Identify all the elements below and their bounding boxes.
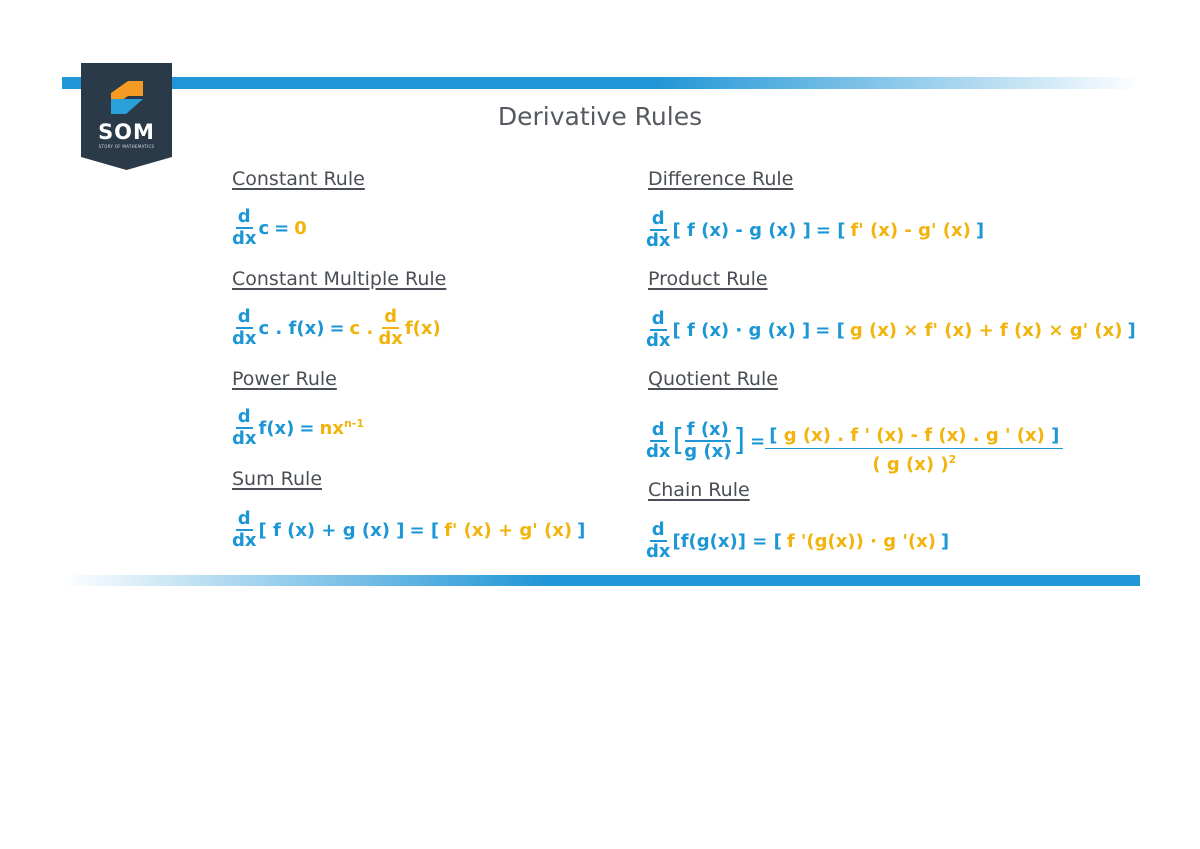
derivative-operator: $\frac{d}{dx}$ [646, 208, 671, 251]
bottom-band [62, 575, 1140, 586]
derivative-operator: $\frac{d}{dx}$ [232, 306, 257, 349]
derivative-operator: $\frac{d}{dx}$ [232, 508, 257, 551]
quotient-result-fraction: $\frac{[ g (x) . f ' (x) - f (x) . g ' (x) ]}{( g (x) )^2}$ [765, 425, 1063, 475]
derivative-operator: $\frac{d}{dx}$ [646, 519, 671, 562]
product-rule-heading: Product Rule [648, 268, 768, 290]
som-logo-icon [81, 63, 172, 170]
difference-rule-heading: Difference Rule [648, 168, 794, 190]
product-rule-formula: $\frac{d}{dx}$ [ f (x) · g (x) ] = [ g (x) × f' (x) + f (x) × g' (x) ] [646, 308, 1136, 351]
sum-rule-heading: Sum Rule [232, 468, 323, 490]
constant-rule-heading: Constant Rule [232, 168, 365, 190]
quotient-rule-formula: $\frac{d}{dx}$ [ $\frac{f (x)}{g (x)}$ ] = $\frac{[ g (x) . f ' (x) - f (x) . g ' (x) ]}{( g (x) )^2}$ [646, 407, 1063, 475]
derivative-operator: $\frac{d}{dx}$ [232, 206, 257, 249]
logo-text: SOM [98, 120, 155, 144]
inner-fraction: $\frac{f (x)}{g (x)}$ [684, 419, 732, 462]
constant-multiple-rule-heading: Constant Multiple Rule [232, 268, 447, 290]
derivative-operator: $\frac{d}{dx}$ [378, 306, 403, 349]
constant-multiple-rule-formula: $\frac{d}{dx}$ c . f(x) = c . $\frac{d}{dx}$ f(x) [232, 306, 441, 349]
quotient-rule-heading: Quotient Rule [648, 368, 778, 390]
chain-rule-heading: Chain Rule [648, 479, 750, 501]
power-rule-heading: Power Rule [232, 368, 337, 390]
page-title: Derivative Rules [497, 102, 703, 131]
top-band [62, 77, 1140, 89]
chain-rule-formula: $\frac{d}{dx}$ [f(g(x)] = [ f '(g(x)) · g '(x) ] [646, 519, 950, 562]
sum-rule-formula: $\frac{d}{dx}$ [ f (x) + g (x) ] = [ f' (x) + g' (x) ] [232, 508, 586, 551]
derivative-operator: $\frac{d}{dx}$ [646, 308, 671, 351]
difference-rule-formula: $\frac{d}{dx}$ [ f (x) - g (x) ] = [ f' (x) - g' (x) ] [646, 208, 985, 251]
logo-subtext: STORY OF MATHEMATICS [98, 144, 155, 149]
derivative-operator: $\frac{d}{dx}$ [646, 419, 671, 462]
derivative-operator: $\frac{d}{dx}$ [232, 406, 257, 449]
constant-rule-formula: $\frac{d}{dx}$ c = 0 [232, 206, 307, 249]
power-rule-formula: $\frac{d}{dx}$ f(x) = $nx^{n-1}$ [232, 406, 364, 449]
